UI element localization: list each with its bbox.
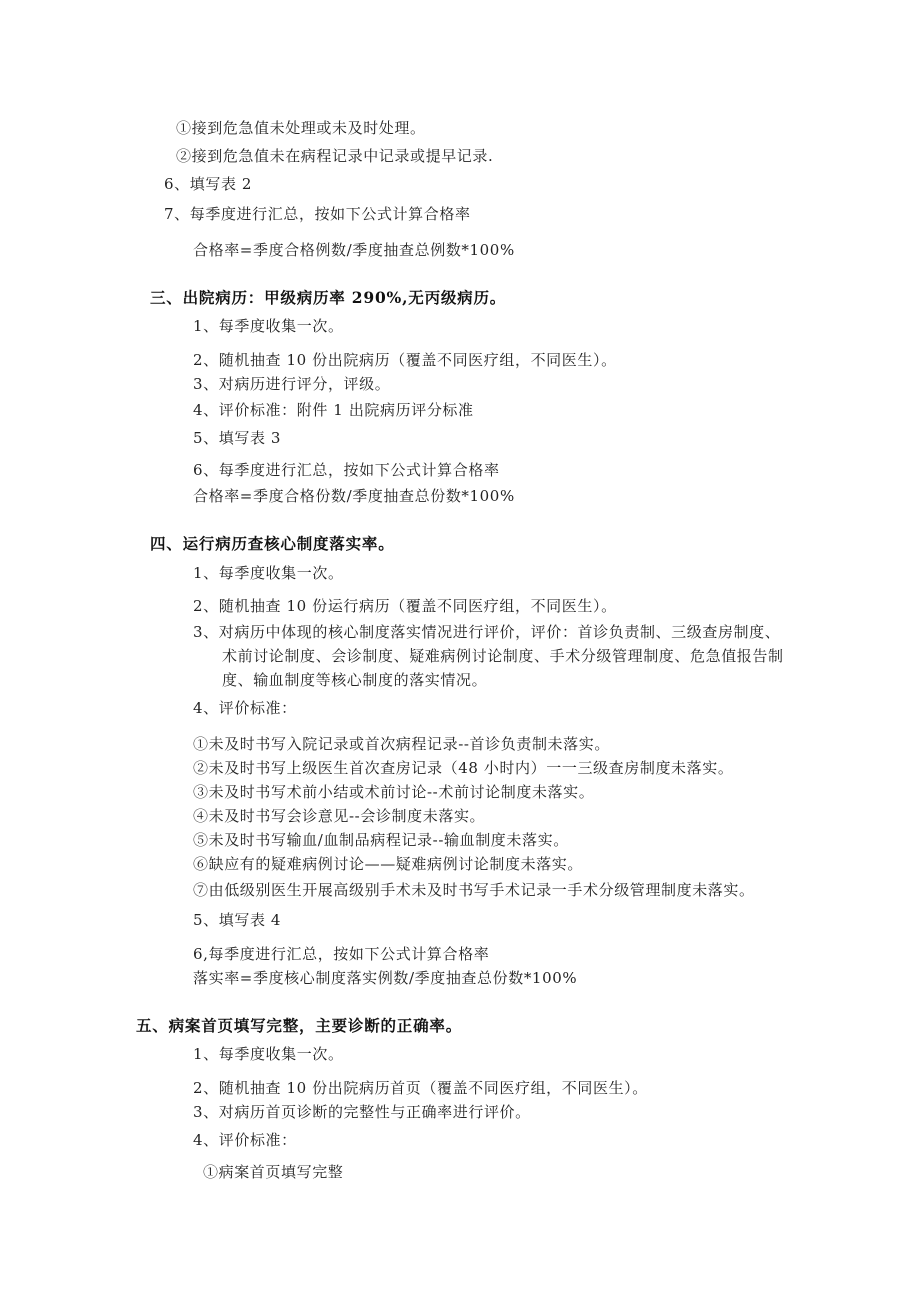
text-line: 落实率=季度核心制度落实例数/季度抽查总份数*100% — [193, 969, 578, 987]
text-line: 5、填写表 4 — [193, 911, 282, 929]
text-line: ①接到危急值未处理或未及时处理。 — [176, 119, 426, 137]
text-line: 3、对病历中体现的核心制度落实情况进行评价，评价：首诊负责制、三级查房制度、 — [193, 623, 781, 641]
text-line: ①未及时书写入院记录或首次病程记录--首诊负责制未落实。 — [193, 735, 610, 753]
text-line: 6、填写表 2 — [164, 175, 253, 193]
text-line: 7、每季度进行汇总，按如下公式计算合格率 — [164, 205, 471, 223]
text-line: 2、随机抽查 10 份运行病历（覆盖不同医疗组，不同医生）。 — [193, 597, 617, 615]
text-line: ②接到危急值未在病程记录中记录或提早记录. — [176, 147, 494, 165]
text-line: 2、随机抽查 10 份出院病历首页（覆盖不同医疗组，不同医生）。 — [193, 1079, 648, 1097]
text-line: 合格率=季度合格份数/季度抽查总份数*100% — [193, 487, 515, 505]
text-line: 3、对病历首页诊断的完整性与正确率进行评价。 — [193, 1103, 531, 1121]
text-line: 1、每季度收集一次。 — [193, 317, 344, 335]
text-line: 术前讨论制度、会诊制度、疑难病例讨论制度、手术分级管理制度、危急值报告制 — [222, 647, 784, 665]
text-line: 3、对病历进行评分，评级。 — [193, 375, 391, 393]
text-line: 合格率=季度合格例数/季度抽查总例数*100% — [193, 241, 515, 259]
text-line: 4、评价标准： — [193, 699, 297, 717]
text-line: 1、每季度收集一次。 — [193, 564, 344, 582]
section-heading: 三、出院病历：甲级病历率 290%,无丙级病历。 — [150, 288, 507, 307]
text-line: ⑤未及时书写输血/血制品病程记录--输血制度未落实。 — [193, 831, 569, 849]
text-line: ①病案首页填写完整 — [203, 1163, 344, 1181]
text-line: 度、输血制度等核心制度的落实情况。 — [222, 671, 488, 689]
text-line: ⑥缺应有的疑难病例讨论——疑难病例讨论制度未落实。 — [193, 855, 584, 873]
section-heading: 四、运行病历查核心制度落实率。 — [150, 534, 395, 553]
text-line: ③未及时书写术前小结或术前讨论--术前讨论制度未落实。 — [193, 783, 595, 801]
text-line: 1、每季度收集一次。 — [193, 1045, 344, 1063]
text-line: ④未及时书写会诊意见--会诊制度未落实。 — [193, 807, 486, 825]
text-line: 5、填写表 3 — [193, 429, 282, 447]
text-line: 2、随机抽查 10 份出院病历（覆盖不同医疗组，不同医生）。 — [193, 351, 617, 369]
text-line: 4、评价标准：附件 1 出院病历评分标准 — [193, 401, 474, 419]
text-line: 4、评价标准： — [193, 1131, 297, 1149]
section-heading: 五、病案首页填写完整，主要诊断的正确率。 — [136, 1016, 463, 1035]
text-line: 6,每季度进行汇总，按如下公式计算合格率 — [193, 945, 490, 963]
text-line: ②未及时书写上级医生首次查房记录（48 小时内）一一三级查房制度未落实。 — [193, 759, 734, 777]
text-line: 6、每季度进行汇总，按如下公式计算合格率 — [193, 461, 500, 479]
text-line: ⑦由低级别医生开展高级别手术未及时书写手术记录一手术分级管理制度未落实。 — [193, 881, 755, 899]
